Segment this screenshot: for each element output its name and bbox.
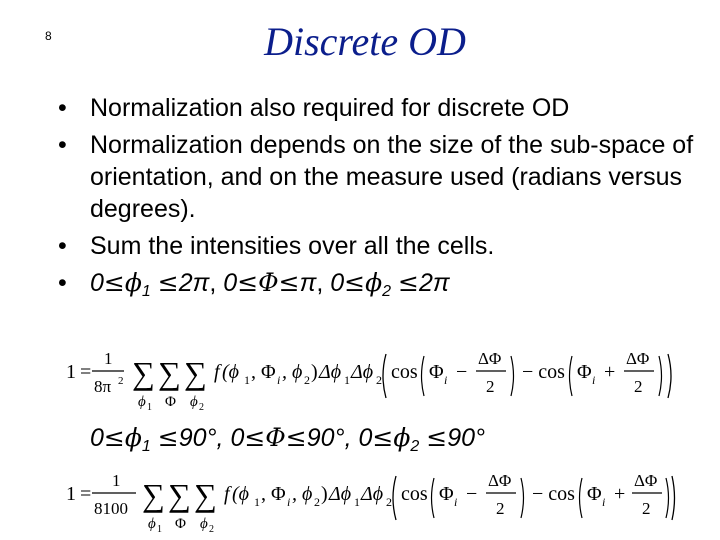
function-args: ) (321, 483, 328, 505)
Phi-i: Φ (587, 483, 602, 505)
Phi-symbol: Φ (265, 423, 286, 452)
sum-index-sub: 2 (199, 402, 204, 413)
plus-sign: + (604, 361, 616, 383)
formula-lhs: 1 (66, 361, 76, 383)
sum-index: Φ (175, 516, 186, 532)
Phi-i-sub: i (444, 373, 448, 387)
right-bracket (668, 354, 671, 398)
range-Phi-lower: 0 (223, 269, 238, 297)
dPhi-denominator: 2 (496, 499, 505, 518)
le-symbol: ≤ (278, 268, 300, 297)
le-symbol: ≤ (426, 423, 448, 452)
left-bracket (393, 476, 396, 520)
cos-function: − cos (522, 361, 565, 383)
right-paren (521, 478, 524, 518)
separator: , (316, 269, 331, 297)
Phi-i-sub: i (454, 495, 458, 509)
bullet-item-ranges (58, 267, 698, 299)
dPhi-numerator: ΔΦ (626, 349, 650, 368)
range-phi1-upper: 90° (178, 424, 217, 452)
le-symbol: ≤ (157, 268, 179, 297)
function-args: , Φ (261, 483, 286, 505)
sum-index: ϕ (200, 516, 208, 532)
cos-function: − cos (532, 483, 575, 505)
minus-sign: − (456, 361, 468, 383)
args-sub: 1 (244, 373, 250, 387)
slide-number: 8 (45, 29, 52, 43)
Phi-i: Φ (429, 361, 444, 383)
le-symbol: ≤ (103, 268, 125, 297)
formula-radians (58, 340, 678, 412)
sum-symbol: ∑ (168, 477, 191, 513)
function-f: f (224, 483, 230, 505)
left-paren (432, 478, 435, 518)
le-symbol: ≤ (244, 423, 266, 452)
dPhi-numerator: ΔΦ (488, 471, 512, 490)
left-bracket (383, 354, 386, 398)
fraction-denominator: 8π (94, 377, 112, 396)
right-paren (666, 478, 669, 518)
bullet-item: • Normalization depends on the size of the sub-space of orientation, and on the measure used (radians versus degrees). (58, 129, 698, 225)
function-args: , ϕ (282, 361, 303, 383)
dPhi-numerator: ΔΦ (634, 471, 658, 490)
sum-symbol: ∑ (142, 477, 165, 513)
sum-symbol: ∑ (194, 477, 217, 513)
args-sub: 2 (314, 495, 320, 509)
equals-sign: = (80, 361, 92, 383)
range-phi2-lower: 0 (330, 269, 345, 297)
le-symbol: ≤ (237, 268, 259, 297)
separator: , (209, 269, 224, 297)
args-sub: 2 (304, 373, 310, 387)
fraction-denominator: 8100 (94, 499, 128, 518)
dPhi-denominator: 2 (642, 499, 651, 518)
le-symbol: ≤ (372, 423, 394, 452)
range-phi2-lower: 0 (358, 424, 373, 452)
le-symbol: ≤ (285, 423, 307, 452)
delta-term: Δϕ (329, 483, 352, 505)
sum-symbol: ∑ (132, 355, 155, 391)
separator: , (216, 424, 231, 452)
bullet-list (58, 92, 698, 304)
sum-index-sub: 1 (157, 524, 162, 535)
args-sub: i (287, 495, 291, 509)
delta-sub: 1 (354, 495, 360, 509)
delta-sub: 2 (376, 373, 382, 387)
right-bracket (672, 476, 675, 520)
fraction-numerator: 1 (112, 471, 121, 490)
sum-index: ϕ (190, 394, 198, 410)
le-symbol: ≤ (344, 268, 366, 297)
separator: , (344, 424, 359, 452)
Phi-i-sub: i (602, 495, 606, 509)
delta-term: Δϕ (319, 361, 342, 383)
delta-sub: 2 (386, 495, 392, 509)
delta-term: Δϕ (361, 483, 384, 505)
sum-index: Φ (165, 394, 176, 410)
phi-subscript: 2 (410, 438, 420, 455)
function-f: f (214, 361, 220, 383)
phi-subscript: 2 (382, 283, 392, 300)
phi-subscript: 1 (141, 438, 151, 455)
Phi-i: Φ (577, 361, 592, 383)
range-Phi-upper: 90° (306, 424, 345, 452)
sum-index: ϕ (148, 516, 156, 532)
slide-title: Discrete OD (264, 19, 466, 64)
phi-subscript: 1 (141, 283, 151, 300)
left-paren (570, 356, 573, 396)
dPhi-denominator: 2 (634, 377, 643, 396)
dPhi-denominator: 2 (486, 377, 495, 396)
function-args: , Φ (251, 361, 276, 383)
phi-symbol: ϕ (393, 423, 411, 452)
phi-symbol: ϕ (124, 268, 142, 297)
range-phi2-upper: 90° (447, 424, 485, 452)
bullet-item: • Sum the intensities over all the cells. (58, 230, 698, 262)
plus-sign: + (614, 483, 626, 505)
equals-sign: = (80, 483, 92, 505)
left-paren (580, 478, 583, 518)
cos-function: cos (401, 483, 428, 505)
phi-symbol: ϕ (124, 423, 142, 452)
function-args: (ϕ (232, 483, 250, 505)
le-symbol: ≤ (398, 268, 419, 297)
range-phi1-upper: 2π (178, 269, 210, 297)
sum-index: ϕ (138, 394, 146, 410)
function-args: (ϕ (222, 361, 240, 383)
sum-index-sub: 1 (147, 402, 152, 413)
formula-lhs: 1 (66, 483, 76, 505)
range-phi1-lower: 0 (90, 269, 104, 297)
range-Phi-lower: 0 (230, 424, 245, 452)
Phi-i-sub: i (592, 373, 596, 387)
phi-symbol: ϕ (365, 268, 383, 297)
degree-ranges (90, 423, 485, 453)
args-sub: 1 (254, 495, 260, 509)
left-paren (422, 356, 425, 396)
function-args: , ϕ (292, 483, 313, 505)
Phi-symbol: Φ (258, 268, 279, 297)
sum-symbol: ∑ (158, 355, 181, 391)
formula-degrees (58, 462, 678, 534)
bullet-item: • Normalization also required for discrete OD (58, 92, 698, 124)
delta-term: Δϕ (351, 361, 374, 383)
denominator-exponent: 2 (118, 375, 124, 387)
args-sub: i (277, 373, 281, 387)
delta-sub: 1 (344, 373, 350, 387)
range-phi2-upper: 2π (418, 269, 450, 297)
le-symbol: ≤ (157, 423, 179, 452)
range-phi1-lower: 0 (90, 424, 104, 452)
fraction-numerator: 1 (104, 349, 113, 368)
Phi-i: Φ (439, 483, 454, 505)
dPhi-numerator: ΔΦ (478, 349, 502, 368)
right-paren (659, 356, 662, 396)
minus-sign: − (466, 483, 478, 505)
cos-function: cos (391, 361, 418, 383)
range-Phi-upper: π (299, 269, 317, 297)
sum-symbol: ∑ (184, 355, 207, 391)
sum-index-sub: 2 (209, 524, 214, 535)
right-paren (511, 356, 514, 396)
function-args: ) (311, 361, 318, 383)
le-symbol: ≤ (103, 423, 125, 452)
